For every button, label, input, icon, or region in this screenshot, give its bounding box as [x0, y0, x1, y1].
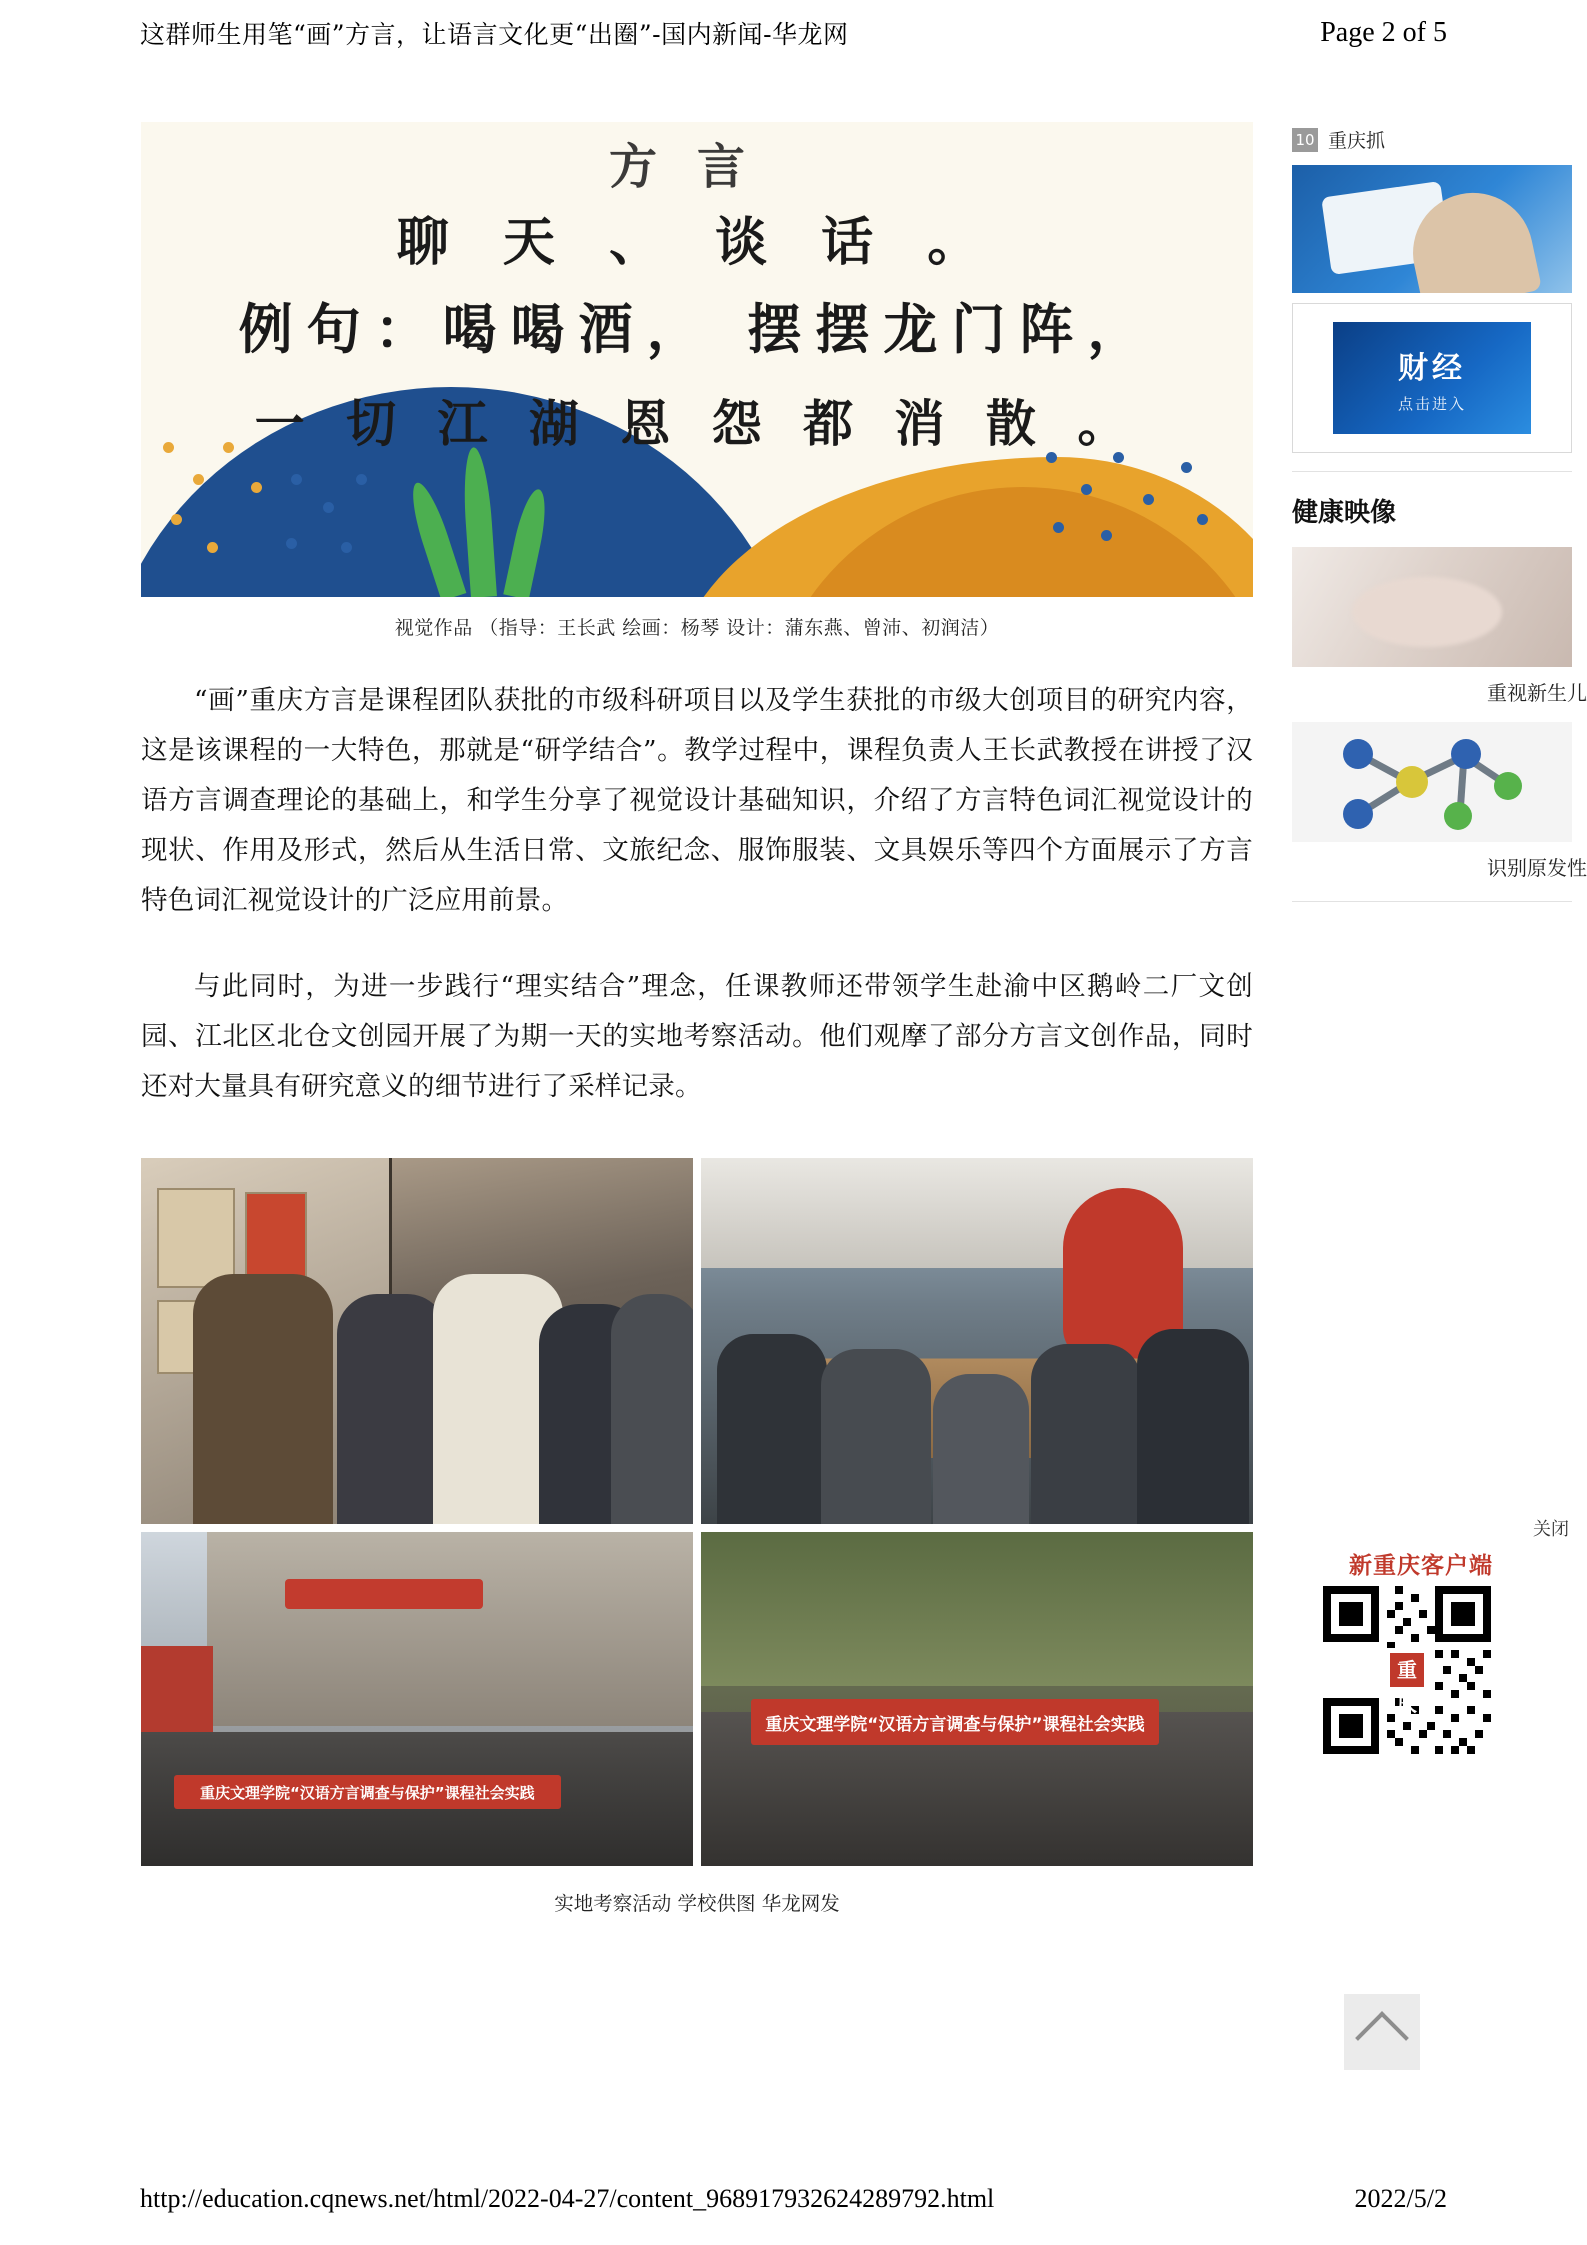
- qr-code[interactable]: [1323, 1586, 1491, 1754]
- event-banner: 重庆文理学院“汉语方言调查与保护”课程社会实践: [751, 1699, 1159, 1745]
- decorative-dot: [1053, 522, 1064, 533]
- article-paragraph-2: 与此同时，为进一步践行“理实结合”理念，任课教师还带领学生赴渝中区鹅岭二厂文创园、江北区北仓文创园开展了为期一天的实地考察活动。他们观摩了部分方言文创作品，同时还对大量具有研究意义的细节进行了采样记录。: [141, 971, 1253, 1102]
- page-footer: [0, 2179, 1587, 2219]
- person-figure: [193, 1274, 333, 1524]
- article-column: [141, 122, 1253, 1916]
- person-figure: [1137, 1329, 1249, 1524]
- page-number: Page 2 of 5: [1320, 17, 1447, 48]
- sidebar-divider: [1292, 471, 1572, 472]
- back-to-top-button[interactable]: [1344, 1994, 1420, 2070]
- sidebar-item-0[interactable]: [1292, 547, 1587, 706]
- decorative-dot: [356, 474, 367, 485]
- decorative-dot: [171, 514, 182, 525]
- sidebar-item-1[interactable]: [1292, 722, 1587, 881]
- building-sign: [285, 1579, 484, 1609]
- sidebar-divider: [1292, 901, 1572, 902]
- photo-grid: [141, 1158, 1253, 1866]
- decorative-dot: [1101, 530, 1112, 541]
- decorative-dot: [291, 474, 302, 485]
- sidebar-item-image-baby: [1292, 547, 1572, 667]
- photo-outdoor-discussion: [701, 1158, 1253, 1524]
- decorative-dot: [341, 542, 352, 553]
- green-wall: [701, 1532, 1253, 1686]
- footer-date: 2022/5/2: [1354, 2184, 1447, 2213]
- page-header: [0, 0, 1587, 66]
- blur-highlight: [1352, 577, 1502, 647]
- promo-card-subtitle: 点击进入: [1397, 394, 1466, 413]
- sidebar: [1292, 126, 1587, 922]
- promo-card-title: 财经: [1398, 350, 1466, 386]
- floating-qr-panel: [1255, 1515, 1587, 1754]
- decorative-dot: [207, 542, 218, 553]
- rank-badge: 10: [1292, 128, 1318, 152]
- person-figure: [821, 1349, 931, 1524]
- hero-text-line-0: 方言: [608, 139, 785, 195]
- sidebar-ad-thumbnail[interactable]: [1292, 165, 1572, 293]
- sidebar-item-image-molecule: [1292, 722, 1572, 842]
- decorative-dot: [1197, 514, 1208, 525]
- person-figure: [611, 1294, 693, 1524]
- article-paragraph-1: “画”重庆方言是课程团队获批的市级科研项目以及学生获批的市级大创项目的研究内容，这是该课程的一大特色，那就是“研学结合”。教学过程中，课程负责人王长武教授在讲授了汉语方言调查理论的基础上，和学生分享了视觉设计基础知识，介绍了方言特色词汇视觉设计的现状、作用及形式，然后从生活日常、文旅纪念、服饰服装、文具娱乐等四个方面展示了方言特色词汇视觉设计的广泛应用前景。: [141, 685, 1253, 916]
- sidebar-item-label: 识别原发性: [1487, 856, 1587, 880]
- sidebar-item-label: 重视新生儿: [1487, 681, 1587, 705]
- person-figure: [337, 1294, 447, 1524]
- hero-text-line-3: 一 切 江 湖 恩 怨 都 消 散 。: [254, 394, 1140, 453]
- photo-shop-visit: [141, 1158, 693, 1524]
- qr-logo: [1385, 1648, 1429, 1716]
- hero-text-line-2: 例句：喝喝酒， 摆摆龙门阵，: [238, 297, 1156, 361]
- decorative-dot: [1143, 494, 1154, 505]
- decorative-dot: [286, 538, 297, 549]
- person-figure: [933, 1374, 1029, 1524]
- decorative-dot: [1081, 484, 1092, 495]
- event-banner: 重庆文理学院“汉语方言调查与保护”课程社会实践: [174, 1775, 560, 1809]
- photo-grid-caption: 实地考察活动 学校供图 华龙网发: [554, 1892, 840, 1915]
- decorative-dot: [251, 482, 262, 493]
- page-title: 这群师生用笔“画”方言，让语言文化更“出圈”-国内新闻-华龙网: [140, 20, 849, 49]
- sidebar-rank-item[interactable]: [1292, 126, 1587, 153]
- person-figure: [717, 1334, 827, 1524]
- photo-group-banner: [701, 1532, 1253, 1866]
- decorative-dot: [323, 502, 334, 513]
- hero-text-line-1: 聊 天 、 谈 话 。: [396, 212, 998, 273]
- molecule-icon: [1292, 722, 1572, 842]
- photo-erchang-street: [141, 1532, 693, 1866]
- decorative-dot: [1181, 462, 1192, 473]
- decorative-dot: [193, 474, 204, 485]
- promo-card-inner: [1333, 322, 1531, 434]
- chevron-up-icon: [1355, 2011, 1409, 2065]
- person-figure: [1031, 1344, 1141, 1524]
- qr-logo-text: 重庆: [1390, 1653, 1424, 1687]
- qr-panel-title: 新重庆客户端: [1349, 1553, 1493, 1579]
- sidebar-section-title: 健康映像: [1292, 498, 1397, 528]
- hero-illustration: [141, 122, 1253, 597]
- sidebar-promo-card[interactable]: [1292, 303, 1572, 453]
- hero-figure-caption: 视觉作品 （指导：王长武 绘画：杨琴 设计：蒲东燕、曾沛、初润洁）: [394, 617, 1000, 639]
- close-button[interactable]: 关闭: [1533, 1519, 1569, 1540]
- factory-building: [207, 1532, 693, 1726]
- footer-url: http://education.cqnews.net/html/2022-04-27/content_968917932624289792.html: [140, 2184, 995, 2213]
- rank-item-label: 重庆抓: [1328, 130, 1386, 152]
- shop-poster: [157, 1188, 235, 1288]
